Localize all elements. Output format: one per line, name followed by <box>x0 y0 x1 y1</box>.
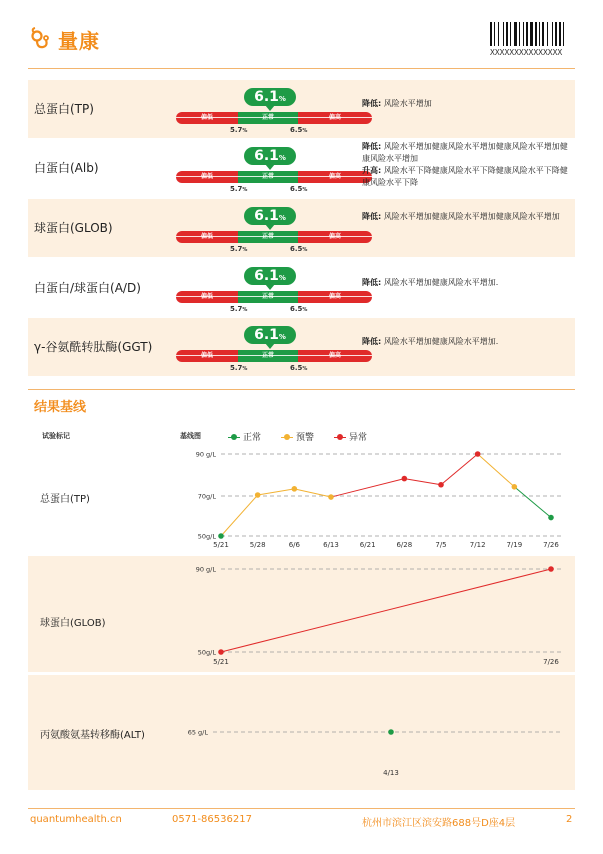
x-tick-label: 5/28 <box>249 541 266 549</box>
gauge-line <box>176 117 372 118</box>
range-gauge <box>176 207 376 259</box>
range-normal <box>238 171 298 183</box>
range-high <box>298 112 372 124</box>
line-chart-tp <box>28 442 575 554</box>
gauge-line <box>176 176 372 177</box>
indicator-name: 球蛋白(GLOB) <box>34 221 113 235</box>
gauge-line <box>176 296 372 297</box>
range-low <box>176 231 238 243</box>
footer-address: 杭州市滨江区滨安路688号D座4层 <box>362 818 516 829</box>
series-segment <box>221 495 258 536</box>
series-segment <box>331 479 404 497</box>
data-point <box>218 533 224 539</box>
x-tick-label: 7/26 <box>543 541 559 549</box>
scatter-chart-alt <box>28 675 575 790</box>
range-high <box>298 171 372 183</box>
range-gauge <box>176 147 376 199</box>
indicator-description-block <box>362 211 572 223</box>
x-tick-label: 5/21 <box>213 658 229 666</box>
indicator-description: 降低: 风险水平增加健康风险水平增加健康风险水平增加健康风险水平增加 <box>362 142 568 163</box>
data-point <box>438 482 444 488</box>
high-threshold: 6.5% <box>290 245 308 253</box>
range-gauge <box>176 267 376 319</box>
range-high <box>298 231 372 243</box>
high-threshold: 6.5% <box>290 126 308 134</box>
range-bar <box>176 112 372 124</box>
brand-logo <box>28 24 100 54</box>
x-tick-label: 5/21 <box>213 541 229 549</box>
footer-website: quantumhealth.cn <box>30 814 122 825</box>
high-threshold: 6.5% <box>290 185 308 193</box>
legend-warning: 预警 <box>281 430 314 443</box>
indicator-name: 白蛋白(Alb) <box>34 161 99 175</box>
value-pointer-icon <box>265 343 275 349</box>
column-header-baseline: 基线图 <box>180 432 201 440</box>
indicator-name: 白蛋白/球蛋白(A/D) <box>34 281 141 295</box>
data-point <box>388 729 394 735</box>
range-bar <box>176 350 372 362</box>
barcode-number: XXXXXXXXXXXXXXX <box>490 48 563 57</box>
brand-name: 量康 <box>58 28 100 53</box>
gauge-line <box>176 355 372 356</box>
legend-normal: 正常 <box>228 430 261 443</box>
x-tick-label: 6/6 <box>288 541 300 549</box>
value-bubble: 6.1% <box>244 267 296 285</box>
chart-title: 球蛋白(GLOB) <box>40 618 106 629</box>
column-header-indicator: 试验标记 <box>42 432 70 440</box>
indicator-row <box>28 259 575 317</box>
divider <box>28 389 575 390</box>
value-pointer-icon <box>265 105 275 111</box>
series-segment <box>258 489 295 495</box>
chart-title: 丙氨酸氨基转移酶(ALT) <box>40 730 145 741</box>
divider <box>28 808 575 809</box>
indicator-row <box>28 318 575 376</box>
range-bar <box>176 231 372 243</box>
x-tick-label: 7/26 <box>543 658 559 666</box>
value-pointer-icon <box>265 284 275 290</box>
range-low <box>176 112 238 124</box>
x-tick-label: 7/5 <box>435 541 447 549</box>
data-point <box>292 486 298 492</box>
chart-title: 总蛋白(TP) <box>40 494 90 505</box>
value-bubble: 6.1% <box>244 326 296 344</box>
data-point <box>328 494 334 500</box>
indicator-description-block <box>362 141 572 189</box>
low-threshold: 5.7% <box>230 364 248 372</box>
indicator-description-block <box>362 277 572 289</box>
indicator-description: 降低: 风险水平增加健康风险水平增加健康风险水平增加 <box>362 212 560 221</box>
range-gauge <box>176 326 376 378</box>
value-bubble: 6.1% <box>244 147 296 165</box>
series-segment <box>441 454 478 485</box>
range-normal <box>238 231 298 243</box>
series-segment <box>221 569 551 652</box>
indicator-description: 降低: 风险水平增加 <box>362 99 432 108</box>
range-low <box>176 291 238 303</box>
high-threshold: 6.5% <box>290 364 308 372</box>
x-tick-label: 7/19 <box>506 541 523 549</box>
gauge-line <box>176 236 372 237</box>
range-bar <box>176 291 372 303</box>
low-threshold: 5.7% <box>230 185 248 193</box>
data-point <box>548 515 554 521</box>
low-threshold: 5.7% <box>230 245 248 253</box>
y-tick-label: 50g/L <box>197 648 216 657</box>
range-high <box>298 350 372 362</box>
indicator-name: γ-谷氨酰转肽酶(GGT) <box>34 340 153 354</box>
series-segment <box>514 487 551 518</box>
data-point <box>512 484 518 490</box>
chart-block-tp <box>28 442 575 554</box>
data-point <box>548 566 554 572</box>
indicator-name: 总蛋白(TP) <box>34 102 94 116</box>
x-tick-label: 6/21 <box>359 541 376 549</box>
x-tick-label: 4/13 <box>383 769 399 777</box>
indicator-row <box>28 139 575 197</box>
range-normal <box>238 350 298 362</box>
x-tick-label: 7/12 <box>469 541 486 549</box>
range-bar <box>176 171 372 183</box>
y-tick-label: 65 g/L <box>187 728 208 737</box>
x-tick-label: 6/13 <box>323 541 339 549</box>
series-segment <box>404 479 441 485</box>
section-title: 结果基线 <box>34 400 87 415</box>
y-tick-label: 50g/L <box>197 532 216 541</box>
divider <box>28 68 575 69</box>
range-normal <box>238 291 298 303</box>
y-tick-label: 90 g/L <box>195 565 216 574</box>
legend-abnormal: 异常 <box>334 430 367 443</box>
indicator-row <box>28 80 575 138</box>
high-threshold: 6.5% <box>290 305 308 313</box>
range-low <box>176 350 238 362</box>
indicator-description-block <box>362 98 572 110</box>
page-number: 2 <box>566 814 573 825</box>
data-point <box>475 451 481 457</box>
value-bubble: 6.1% <box>244 207 296 225</box>
range-normal <box>238 112 298 124</box>
y-tick-label: 70g/L <box>197 492 216 501</box>
value-bubble: 6.1% <box>244 88 296 106</box>
range-low <box>176 171 238 183</box>
range-high <box>298 291 372 303</box>
chart-block-alt <box>28 675 575 790</box>
value-pointer-icon <box>265 224 275 230</box>
indicator-description-2: 升高: 风险水平下降健康风险水平下降健康风险水平下降健康风险水平下降 <box>362 166 568 187</box>
low-threshold: 5.7% <box>230 305 248 313</box>
low-threshold: 5.7% <box>230 126 248 134</box>
data-point <box>402 476 408 482</box>
data-point <box>255 492 261 498</box>
brand-logo-icon <box>28 26 54 52</box>
indicator-row <box>28 199 575 257</box>
range-gauge <box>176 88 376 140</box>
y-tick-label: 90 g/L <box>195 450 216 459</box>
footer-phone: 0571-86536217 <box>172 814 252 825</box>
value-pointer-icon <box>265 164 275 170</box>
x-tick-label: 6/28 <box>396 541 413 549</box>
indicator-description: 降低: 风险水平增加健康风险水平增加. <box>362 337 499 346</box>
chart-block-glob <box>28 556 575 672</box>
indicator-description-block <box>362 336 572 348</box>
line-chart-glob <box>28 556 575 672</box>
data-point <box>218 649 224 655</box>
indicator-description: 降低: 风险水平增加健康风险水平增加. <box>362 278 499 287</box>
series-segment <box>478 454 515 487</box>
barcode-icon <box>490 22 578 46</box>
